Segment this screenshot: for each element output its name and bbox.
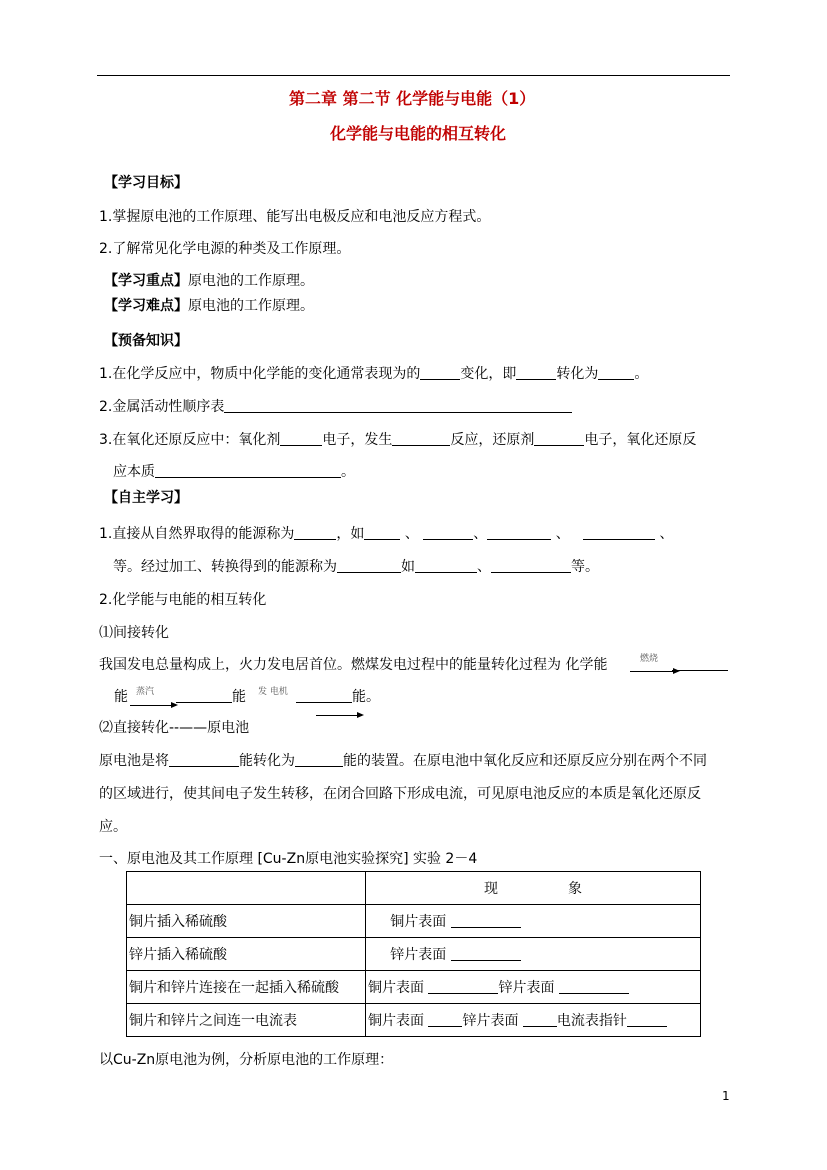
table-row — [127, 905, 701, 938]
prep-question-1 — [99, 363, 648, 383]
page-subtitle: 化学能与电能的相互转化 — [330, 124, 507, 143]
table-cell: 铜片插入稀硫酸 — [127, 905, 366, 938]
goal-item-2: 2.了解常见化学电源的种类及工作原理。 — [99, 241, 351, 257]
prep-question-3 — [99, 429, 696, 449]
arrow-icon — [630, 671, 678, 672]
blank[interactable] — [627, 1012, 667, 1027]
prep-q1-text-c: 转化为 — [556, 366, 599, 382]
key-point-text: 原电池的工作原理。 — [188, 273, 314, 289]
blank[interactable] — [598, 365, 634, 380]
difficulty — [104, 295, 314, 315]
self-q1-text-b: ，如 — [336, 526, 365, 542]
line2-text-a: 能 — [114, 689, 128, 705]
line2-text-c: 能。 — [352, 689, 380, 705]
self-q1-text-a: 1.直接从自然界取得的能源称为 — [99, 526, 295, 542]
conversion-blank-3 — [296, 686, 380, 706]
table-row — [127, 938, 701, 971]
blank[interactable] — [516, 365, 556, 380]
prep-question-2 — [99, 396, 572, 416]
table-header-cell — [127, 872, 366, 905]
blank[interactable] — [423, 525, 473, 540]
table-cell — [366, 1004, 701, 1037]
table-cell — [366, 905, 701, 938]
blank[interactable] — [224, 398, 572, 413]
direct-heading: ⑵直接转化--——原电池 — [99, 720, 250, 736]
self-q1-text-f: 、 — [659, 526, 674, 542]
prep-q3-text-c: 反应，还原剂 — [450, 432, 535, 448]
cell-label: 锌片表面 — [390, 947, 447, 963]
blank[interactable] — [280, 431, 322, 446]
arrow-label-burn: 燃烧 — [640, 654, 659, 664]
prep-heading: 【预备知识】 — [104, 333, 188, 349]
cell-text-b: 能转化为 — [239, 753, 295, 769]
arrow-icon — [130, 705, 176, 706]
blank[interactable] — [428, 1012, 462, 1027]
self-q1-text-d: 、 — [473, 526, 488, 542]
prep-q3-text-b: 电子，发生 — [322, 432, 393, 448]
self-q1-text-h: 如 — [401, 559, 415, 575]
table-cell: 铜片和锌片连接在一起插入稀硫酸 — [127, 971, 366, 1004]
blank[interactable] — [559, 979, 629, 994]
blank[interactable] — [451, 946, 521, 961]
prep-q1-text-d: 。 — [634, 366, 649, 382]
self-question-1-cont — [113, 556, 599, 576]
line2-text-b: 能 — [232, 689, 246, 705]
blank[interactable] — [295, 752, 343, 767]
prep-question-3-cont — [113, 461, 355, 481]
self-q1-text-c: 、 — [404, 526, 419, 542]
prep-q1-text-b: 变化，即 — [460, 366, 517, 382]
arrow-label-generator: 发 电机 — [258, 687, 288, 697]
cell-definition — [99, 750, 707, 770]
cell-text-a: 原电池是将 — [99, 753, 169, 769]
prep-q3-text-e: 应本质 — [113, 464, 155, 480]
difficulty-label: 【学习难点】 — [104, 298, 188, 314]
self-question-1 — [99, 523, 674, 543]
cell-label: 铜片表面 — [390, 914, 447, 930]
goal-item-1: 1.掌握原电池的工作原理、能写出电极反应和电池反应方程式。 — [99, 209, 491, 225]
section-1-heading: 一、原电池及其工作原理 [Cu-Zn原电池实验探究] 实验 2－4 — [99, 851, 478, 867]
indirect-heading: ⑴间接转化 — [99, 625, 169, 641]
cell-definition-line-3: 应。 — [99, 819, 127, 835]
indirect-text: 我国发电总量构成上，火力发电居首位。燃煤发电过程中的能量转化过程为 化学能 — [99, 657, 608, 673]
difficulty-text: 原电池的工作原理。 — [188, 298, 314, 314]
prep-q2-text: 2.金属活动性顺序表 — [99, 399, 225, 415]
table-cell — [366, 971, 701, 1004]
blank[interactable] — [491, 558, 571, 573]
blank[interactable] — [523, 1012, 557, 1027]
key-point — [104, 270, 314, 290]
blank[interactable] — [169, 752, 239, 767]
blank[interactable] — [672, 656, 728, 673]
blank[interactable] — [534, 431, 584, 446]
table-header-cell — [366, 872, 701, 905]
analysis-text: 以Cu-Zn原电池为例，分析原电池的工作原理： — [99, 1052, 394, 1068]
blank[interactable] — [392, 431, 450, 446]
self-study-heading: 【自主学习】 — [104, 490, 188, 506]
goals-heading: 【学习目标】 — [104, 175, 188, 191]
table-header-row — [127, 872, 701, 905]
self-q1-text-j: 等。 — [571, 559, 599, 575]
blank[interactable] — [296, 688, 352, 703]
conversion-blank-2 — [176, 686, 246, 706]
self-q1-text-g: 等。经过加工、转换得到的能源称为 — [113, 559, 337, 575]
header-rule — [97, 75, 730, 76]
cell-text-c: 能的装置。在原电池中氧化反应和还原反应分别在两个不同 — [343, 753, 707, 769]
arrow-label-steam: 蒸汽 — [136, 687, 155, 697]
blank[interactable] — [294, 525, 336, 540]
cell-label: 铜片表面 — [368, 980, 424, 996]
blank[interactable] — [451, 913, 521, 928]
self-question-2: 2.化学能与电能的相互转化 — [99, 592, 267, 608]
self-q1-text-e: 、 — [555, 526, 570, 542]
page-number: 1 — [722, 1089, 730, 1103]
table-cell — [366, 938, 701, 971]
blank[interactable] — [155, 463, 341, 478]
prep-q3-text-d: 电子，氧化还原反 — [584, 432, 697, 448]
blank[interactable] — [364, 525, 400, 540]
table-cell: 铜片和锌片之间连一电流表 — [127, 1004, 366, 1037]
experiment-table — [126, 871, 701, 1037]
table-row — [127, 971, 701, 1004]
cell-label: 铜片表面 — [368, 1013, 424, 1029]
blank[interactable] — [337, 558, 401, 573]
cell-definition-line-2: 的区域进行，使其间电子发生转移，在闭合回路下形成电流，可见原电池反应的本质是氧化还原反 — [99, 786, 701, 802]
blank[interactable] — [428, 979, 498, 994]
cell-label: 锌片表面 — [462, 1013, 519, 1029]
blank[interactable] — [487, 525, 551, 540]
page-title: 第二章 第二节 化学能与电能（1） — [289, 89, 536, 108]
conversion-line-2 — [114, 686, 128, 706]
phenomenon-header: 现 象 — [484, 881, 582, 897]
blank[interactable] — [176, 688, 232, 703]
prep-q3-text-f: 。 — [341, 464, 355, 480]
cell-label: 锌片表面 — [498, 980, 555, 996]
cell-label: 电流表指针 — [556, 1013, 627, 1029]
table-cell: 锌片插入稀硫酸 — [127, 938, 366, 971]
key-point-label: 【学习重点】 — [104, 273, 188, 289]
prep-q1-text-a: 1.在化学反应中，物质中化学能的变化通常表现为的 — [99, 366, 421, 382]
self-q1-text-i: 、 — [477, 559, 491, 575]
table-row — [127, 1004, 701, 1037]
blank[interactable] — [420, 365, 460, 380]
prep-q3-text-a: 3.在氧化还原反应中：氧化剂 — [99, 432, 281, 448]
arrow-icon — [316, 715, 362, 716]
blank[interactable] — [415, 558, 477, 573]
blank[interactable] — [583, 525, 655, 540]
